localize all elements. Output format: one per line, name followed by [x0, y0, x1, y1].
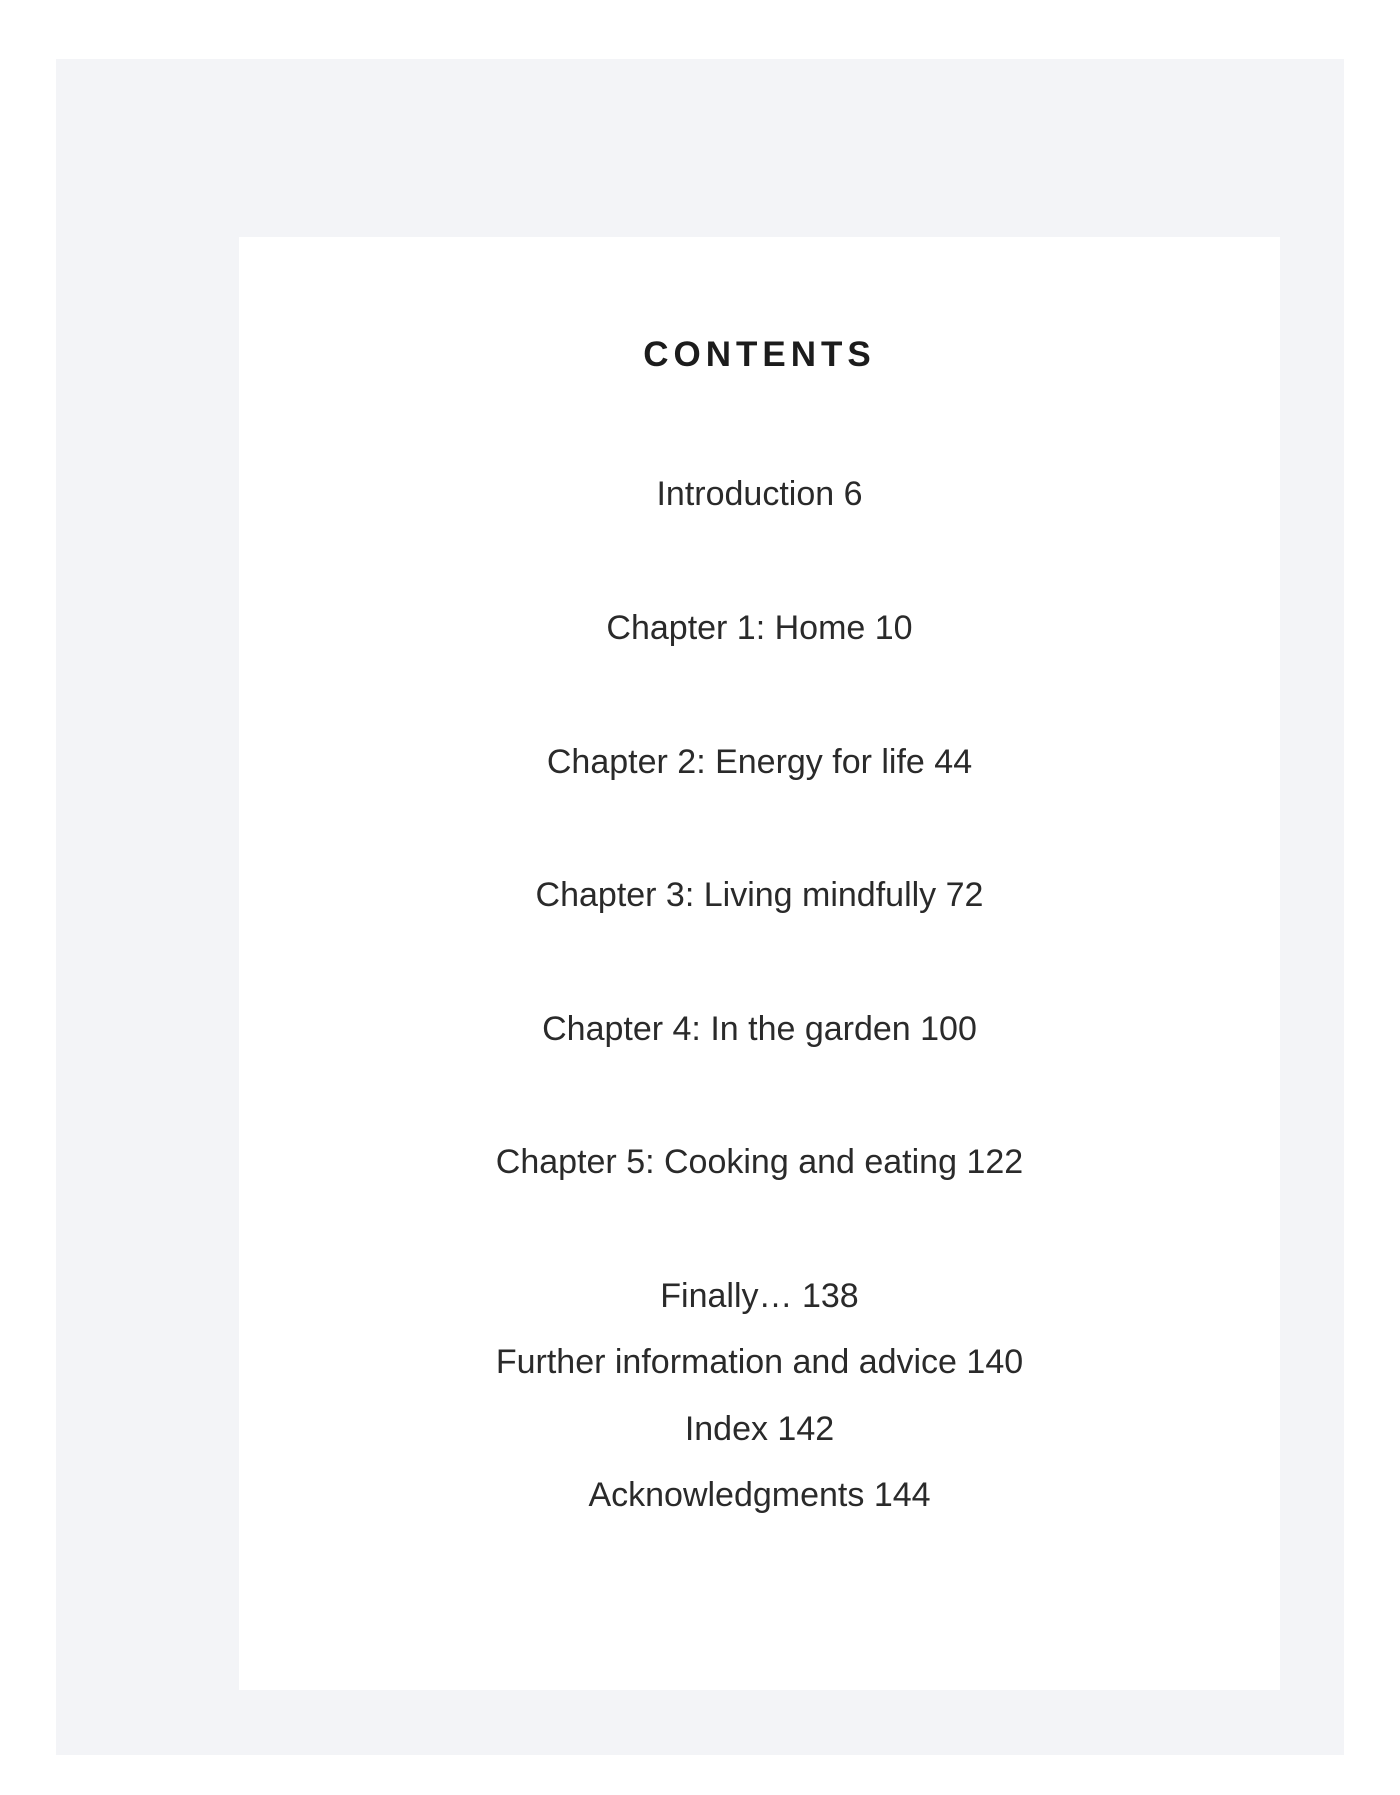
contents-page [239, 237, 1280, 1690]
toc-entry-acknowledgments: Acknowledgments 144 [588, 1476, 931, 1514]
toc-entry-chapter-2: Chapter 2: Energy for life 44 [546, 743, 973, 781]
toc-entry-chapter-1: Chapter 1: Home 10 [606, 609, 913, 647]
toc-entry-chapter-3: Chapter 3: Living mindfully 72 [535, 876, 984, 914]
toc-entry-chapter-4: Chapter 4: In the garden 100 [542, 1010, 977, 1048]
page-border [56, 59, 1344, 1755]
toc-entry-further-information: Further information and advice 140 [495, 1343, 1024, 1381]
toc-entry-chapter-5: Chapter 5: Cooking and eating 122 [495, 1143, 1024, 1181]
toc-entry-finally: Finally… 138 [660, 1277, 859, 1315]
page-title: CONTENTS [643, 335, 876, 374]
toc-entry-index: Index 142 [684, 1410, 835, 1448]
toc-entry-introduction: Introduction 6 [656, 475, 863, 513]
